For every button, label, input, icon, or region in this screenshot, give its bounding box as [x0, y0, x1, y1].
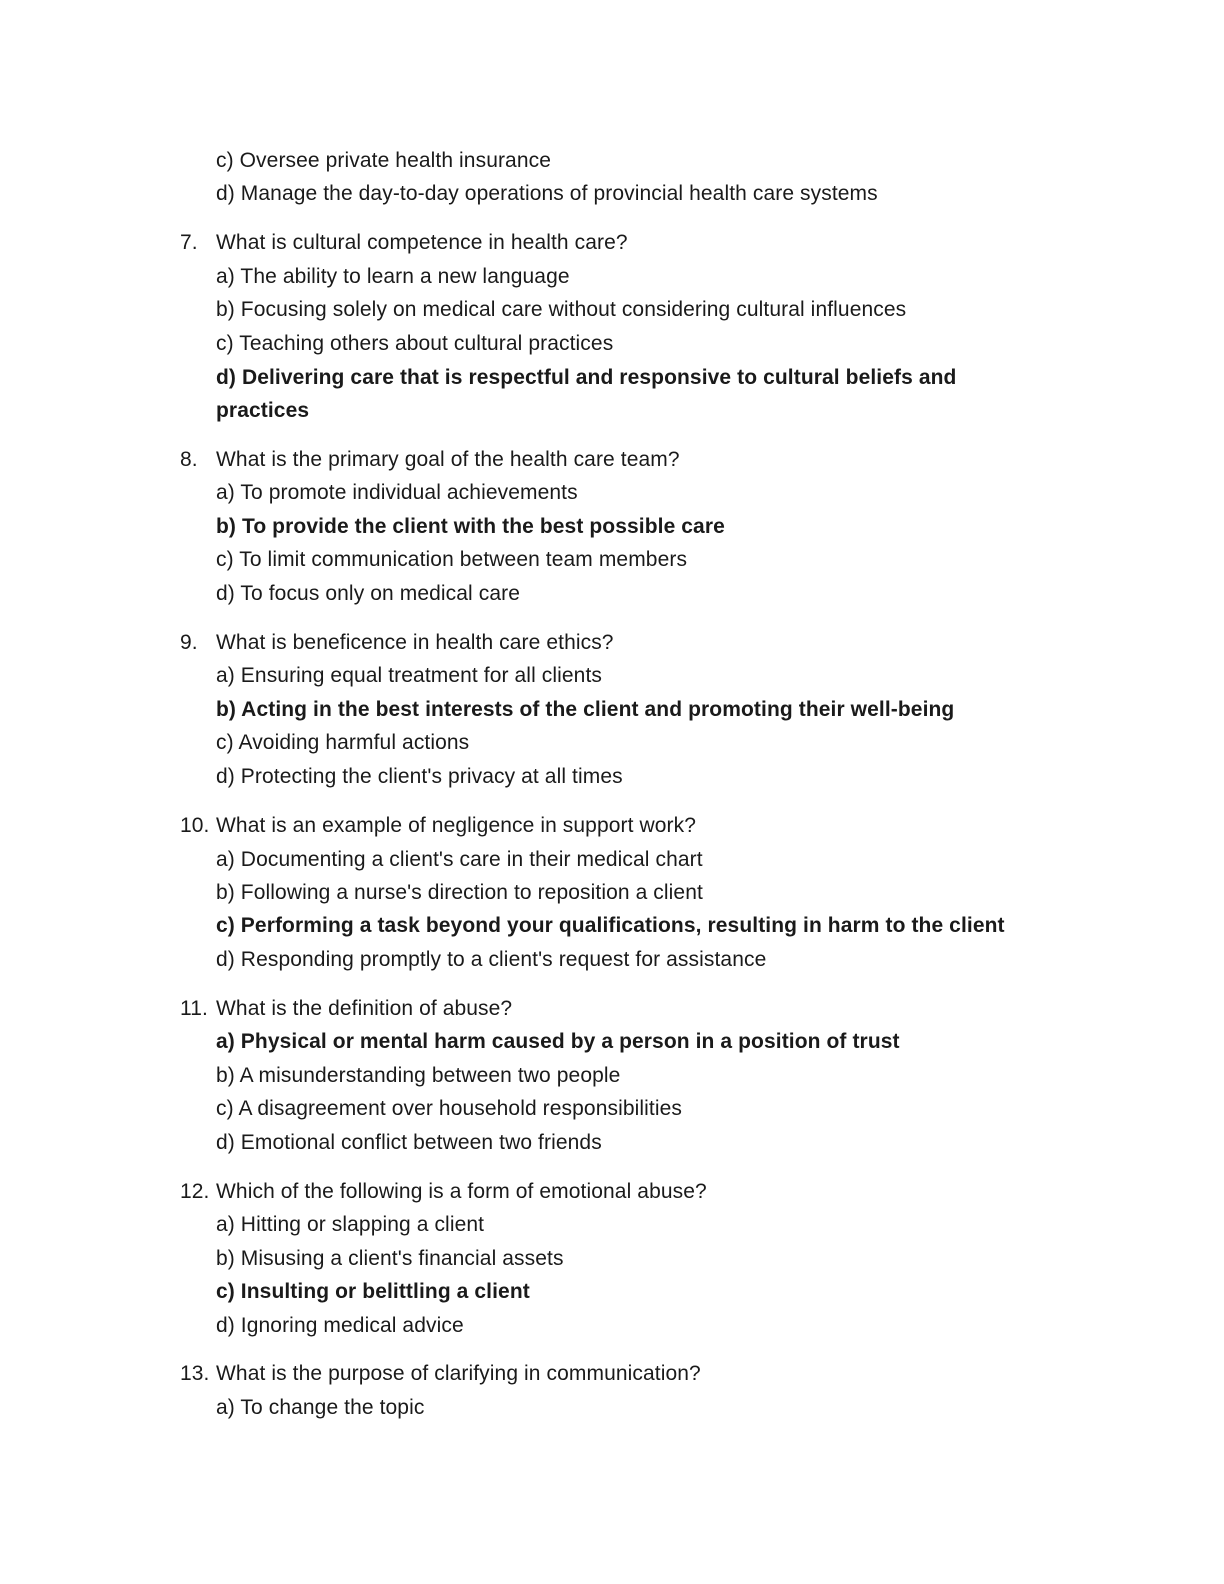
question-10-option-a: a) Documenting a client's care in their medical chart — [216, 848, 703, 871]
question-13-number: 13. — [180, 1362, 210, 1385]
question-11-text: What is the definition of abuse? — [216, 997, 513, 1020]
question-7-option-c: c) Teaching others about cultural practices — [216, 332, 614, 355]
question-8-option-d: d) To focus only on medical care — [216, 582, 520, 605]
carryover-option-c: c) Oversee private health insurance — [216, 149, 551, 172]
question-8-option-c: c) To limit communication between team members — [216, 548, 688, 571]
question-9-number: 9. — [180, 631, 198, 654]
question-8-number: 8. — [180, 448, 198, 471]
question-7-text: What is cultural competence in health care? — [216, 231, 628, 254]
question-12-option-c-correct: c) Insulting or belittling a client — [216, 1280, 530, 1303]
question-9-text: What is beneficence in health care ethics? — [216, 631, 614, 654]
question-7-option-a: a) The ability to learn a new language — [216, 265, 570, 288]
question-7-option-d-continued: practices — [216, 399, 310, 422]
question-9-option-c: c) Avoiding harmful actions — [216, 731, 470, 754]
question-13-text: What is the purpose of clarifying in communication? — [216, 1362, 701, 1385]
question-11-number: 11. — [180, 997, 208, 1020]
question-10-option-d: d) Responding promptly to a client's request for assistance — [216, 948, 767, 971]
question-9-option-b-correct: b) Acting in the best interests of the client and promoting their well-being — [216, 698, 955, 721]
question-12-text: Which of the following is a form of emotional abuse? — [216, 1180, 707, 1203]
question-7-option-b: b) Focusing solely on medical care without considering cultural influences — [216, 298, 907, 321]
question-12-option-a: a) Hitting or slapping a client — [216, 1213, 485, 1236]
question-7-number: 7. — [180, 231, 198, 254]
carryover-option-d: d) Manage the day-to-day operations of provincial health care systems — [216, 182, 878, 205]
question-13-option-a: a) To change the topic — [216, 1396, 425, 1419]
question-10-text: What is an example of negligence in support work? — [216, 814, 696, 837]
question-8-option-a: a) To promote individual achievements — [216, 481, 578, 504]
question-11-option-d: d) Emotional conflict between two friends — [216, 1131, 602, 1154]
question-10-number: 10. — [180, 814, 210, 837]
question-9-option-a: a) Ensuring equal treatment for all clients — [216, 664, 602, 687]
question-11-option-c: c) A disagreement over household responsibilities — [216, 1097, 682, 1120]
question-8-text: What is the primary goal of the health care team? — [216, 448, 680, 471]
question-10-option-b: b) Following a nurse's direction to reposition a client — [216, 881, 703, 904]
question-9-option-d: d) Protecting the client's privacy at all times — [216, 765, 623, 788]
question-12-option-b: b) Misusing a client's financial assets — [216, 1247, 564, 1270]
question-10-option-c-correct: c) Performing a task beyond your qualifications, resulting in harm to the client — [216, 914, 1005, 937]
question-12-number: 12. — [180, 1180, 210, 1203]
question-7-option-d-correct: d) Delivering care that is respectful and responsive to cultural beliefs and — [216, 366, 957, 389]
question-12-option-d: d) Ignoring medical advice — [216, 1314, 464, 1337]
question-11-option-a-correct: a) Physical or mental harm caused by a person in a position of trust — [216, 1030, 900, 1053]
question-11-option-b: b) A misunderstanding between two people — [216, 1064, 621, 1087]
question-8-option-b-correct: b) To provide the client with the best possible care — [216, 515, 725, 538]
